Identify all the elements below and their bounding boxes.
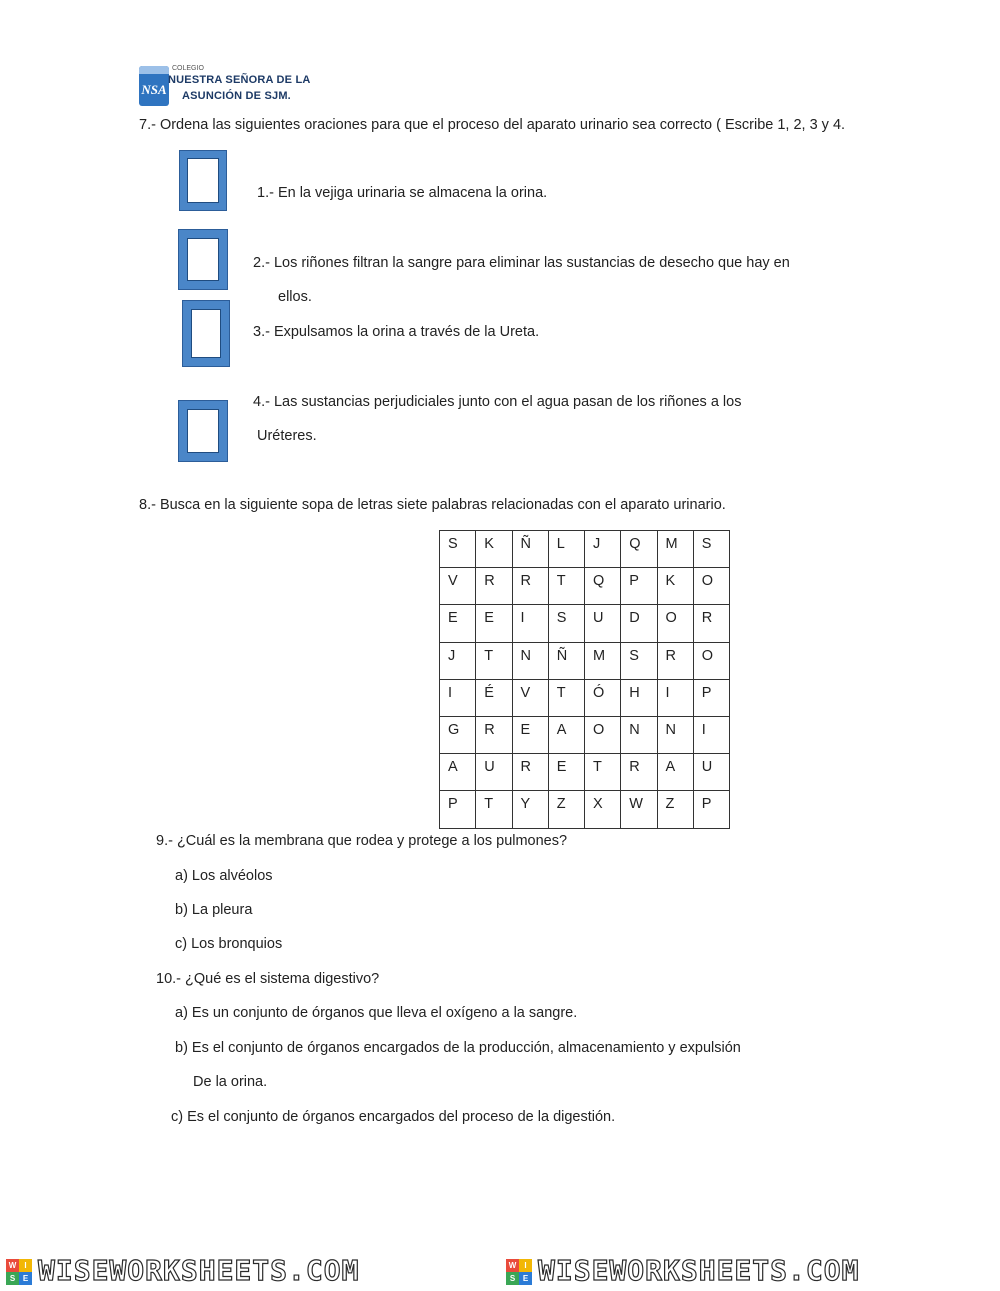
q10-option-b[interactable]: b) Es el conjunto de órganos encargados de la producción, almacenamiento y expulsión (175, 1040, 741, 1056)
grid-cell[interactable]: T (476, 642, 512, 679)
grid-cell[interactable]: X (585, 791, 621, 828)
watermark-text: WISEWORKSHEETS.COM (38, 1254, 360, 1287)
watermark-footer (0, 1254, 1000, 1291)
logo-initials: NSA (141, 82, 167, 97)
q9-option-a[interactable]: a) Los alvéolos (175, 868, 273, 884)
grid-cell[interactable]: K (657, 568, 693, 605)
grid-cell[interactable]: H (621, 679, 657, 716)
q7-item-4: 4.- Las sustancias perjudiciales junto con el agua pasan de los riñones a los (253, 394, 742, 410)
grid-cell[interactable]: S (621, 642, 657, 679)
q9-option-c[interactable]: c) Los bronquios (175, 936, 283, 952)
logo-small-text: COLEGIO (172, 65, 204, 72)
q7-item-2-cont: ellos. (278, 289, 312, 305)
grid-cell[interactable]: E (548, 754, 584, 791)
answer-box-4[interactable] (178, 400, 228, 462)
answer-box-3[interactable] (182, 300, 230, 367)
watermark-logo-icon: W I S E (6, 1259, 32, 1290)
grid-cell[interactable]: I (440, 679, 476, 716)
watermark-logo-icon: W I S E (506, 1259, 532, 1290)
grid-cell[interactable]: T (476, 791, 512, 828)
school-logo-badge (139, 66, 169, 106)
grid-cell[interactable]: O (585, 716, 621, 753)
grid-cell[interactable]: M (585, 642, 621, 679)
grid-cell[interactable]: L (548, 531, 584, 568)
grid-cell[interactable]: R (693, 605, 729, 642)
q8-title: 8.- Busca en la siguiente sopa de letras siete palabras relacionadas con el aparato urinario. (139, 497, 726, 513)
grid-cell[interactable]: P (693, 679, 729, 716)
grid-cell[interactable]: Ó (585, 679, 621, 716)
grid-cell[interactable]: I (512, 605, 548, 642)
q9-title: 9.- ¿Cuál es la membrana que rodea y protege a los pulmones? (156, 833, 568, 849)
grid-cell[interactable]: R (476, 568, 512, 605)
grid-cell[interactable]: Ñ (548, 642, 584, 679)
grid-cell[interactable]: T (548, 568, 584, 605)
q7-item-1: 1.- En la vejiga urinaria se almacena la orina. (257, 185, 548, 201)
grid-cell[interactable]: E (512, 716, 548, 753)
word-search-grid (439, 530, 730, 829)
grid-cell[interactable]: S (693, 531, 729, 568)
grid-cell[interactable]: Q (585, 568, 621, 605)
grid-cell[interactable]: T (548, 679, 584, 716)
q9-option-b[interactable]: b) La pleura (175, 902, 253, 918)
q10-option-c[interactable]: c) Es el conjunto de órganos encargados del proceso de la digestión. (171, 1109, 616, 1125)
grid-cell[interactable]: R (621, 754, 657, 791)
q10-option-b-cont: De la orina. (193, 1074, 268, 1090)
watermark-text: WISEWORKSHEETS.COM (538, 1254, 860, 1287)
q10-title: 10.- ¿Qué es el sistema digestivo? (156, 971, 380, 987)
grid-cell[interactable]: I (693, 716, 729, 753)
q7-item-3: 3.- Expulsamos la orina a través de la Ureta. (253, 324, 540, 340)
grid-row (440, 716, 730, 753)
grid-cell[interactable]: I (657, 679, 693, 716)
grid-cell[interactable]: E (476, 605, 512, 642)
grid-cell[interactable]: N (657, 716, 693, 753)
grid-cell[interactable]: G (440, 716, 476, 753)
grid-cell[interactable]: J (440, 642, 476, 679)
grid-cell[interactable]: P (440, 791, 476, 828)
grid-cell[interactable]: R (512, 754, 548, 791)
grid-row (440, 754, 730, 791)
grid-cell[interactable]: O (657, 605, 693, 642)
grid-cell[interactable]: R (512, 568, 548, 605)
grid-cell[interactable]: N (621, 716, 657, 753)
grid-cell[interactable]: V (512, 679, 548, 716)
grid-cell[interactable]: A (548, 716, 584, 753)
q7-item-4-cont: Uréteres. (257, 428, 317, 444)
grid-cell[interactable]: W (621, 791, 657, 828)
grid-cell[interactable]: P (693, 791, 729, 828)
grid-cell[interactable]: Q (621, 531, 657, 568)
grid-cell[interactable]: A (440, 754, 476, 791)
logo-stripe (139, 66, 169, 74)
grid-cell[interactable]: Z (657, 791, 693, 828)
grid-cell[interactable]: M (657, 531, 693, 568)
grid-cell[interactable]: U (585, 605, 621, 642)
logo-line-2: ASUNCIÓN DE SJM. (182, 90, 291, 102)
q7-item-2: 2.- Los riñones filtran la sangre para eliminar las sustancias de desecho que hay en (253, 255, 790, 271)
grid-cell[interactable]: D (621, 605, 657, 642)
grid-row (440, 605, 730, 642)
answer-box-2[interactable] (178, 229, 228, 290)
grid-row (440, 791, 730, 828)
grid-cell[interactable]: O (693, 568, 729, 605)
grid-cell[interactable]: Ñ (512, 531, 548, 568)
grid-cell[interactable]: O (693, 642, 729, 679)
grid-cell[interactable]: U (476, 754, 512, 791)
grid-cell[interactable]: V (440, 568, 476, 605)
grid-cell[interactable]: P (621, 568, 657, 605)
grid-cell[interactable]: N (512, 642, 548, 679)
grid-row (440, 568, 730, 605)
grid-cell[interactable]: K (476, 531, 512, 568)
grid-cell[interactable]: R (657, 642, 693, 679)
logo-line-1: NUESTRA SEÑORA DE LA (168, 74, 311, 86)
answer-box-1[interactable] (179, 150, 227, 211)
grid-cell[interactable]: U (693, 754, 729, 791)
grid-cell[interactable]: A (657, 754, 693, 791)
grid-cell[interactable]: J (585, 531, 621, 568)
grid-cell[interactable]: É (476, 679, 512, 716)
grid-row (440, 531, 730, 568)
grid-cell[interactable]: E (440, 605, 476, 642)
q10-option-a[interactable]: a) Es un conjunto de órganos que lleva el oxígeno a la sangre. (175, 1005, 578, 1021)
grid-row (440, 679, 730, 716)
grid-row (440, 642, 730, 679)
grid-cell[interactable]: Y (512, 791, 548, 828)
q7-title: 7.- Ordena las siguientes oraciones para que el proceso del aparato urinario sea correcto ( Escribe 1, 2, 3 y 4. (139, 117, 846, 133)
grid-cell[interactable]: S (440, 531, 476, 568)
grid-cell[interactable]: R (476, 716, 512, 753)
grid-cell[interactable]: T (585, 754, 621, 791)
grid-cell[interactable]: Z (548, 791, 584, 828)
grid-cell[interactable]: S (548, 605, 584, 642)
